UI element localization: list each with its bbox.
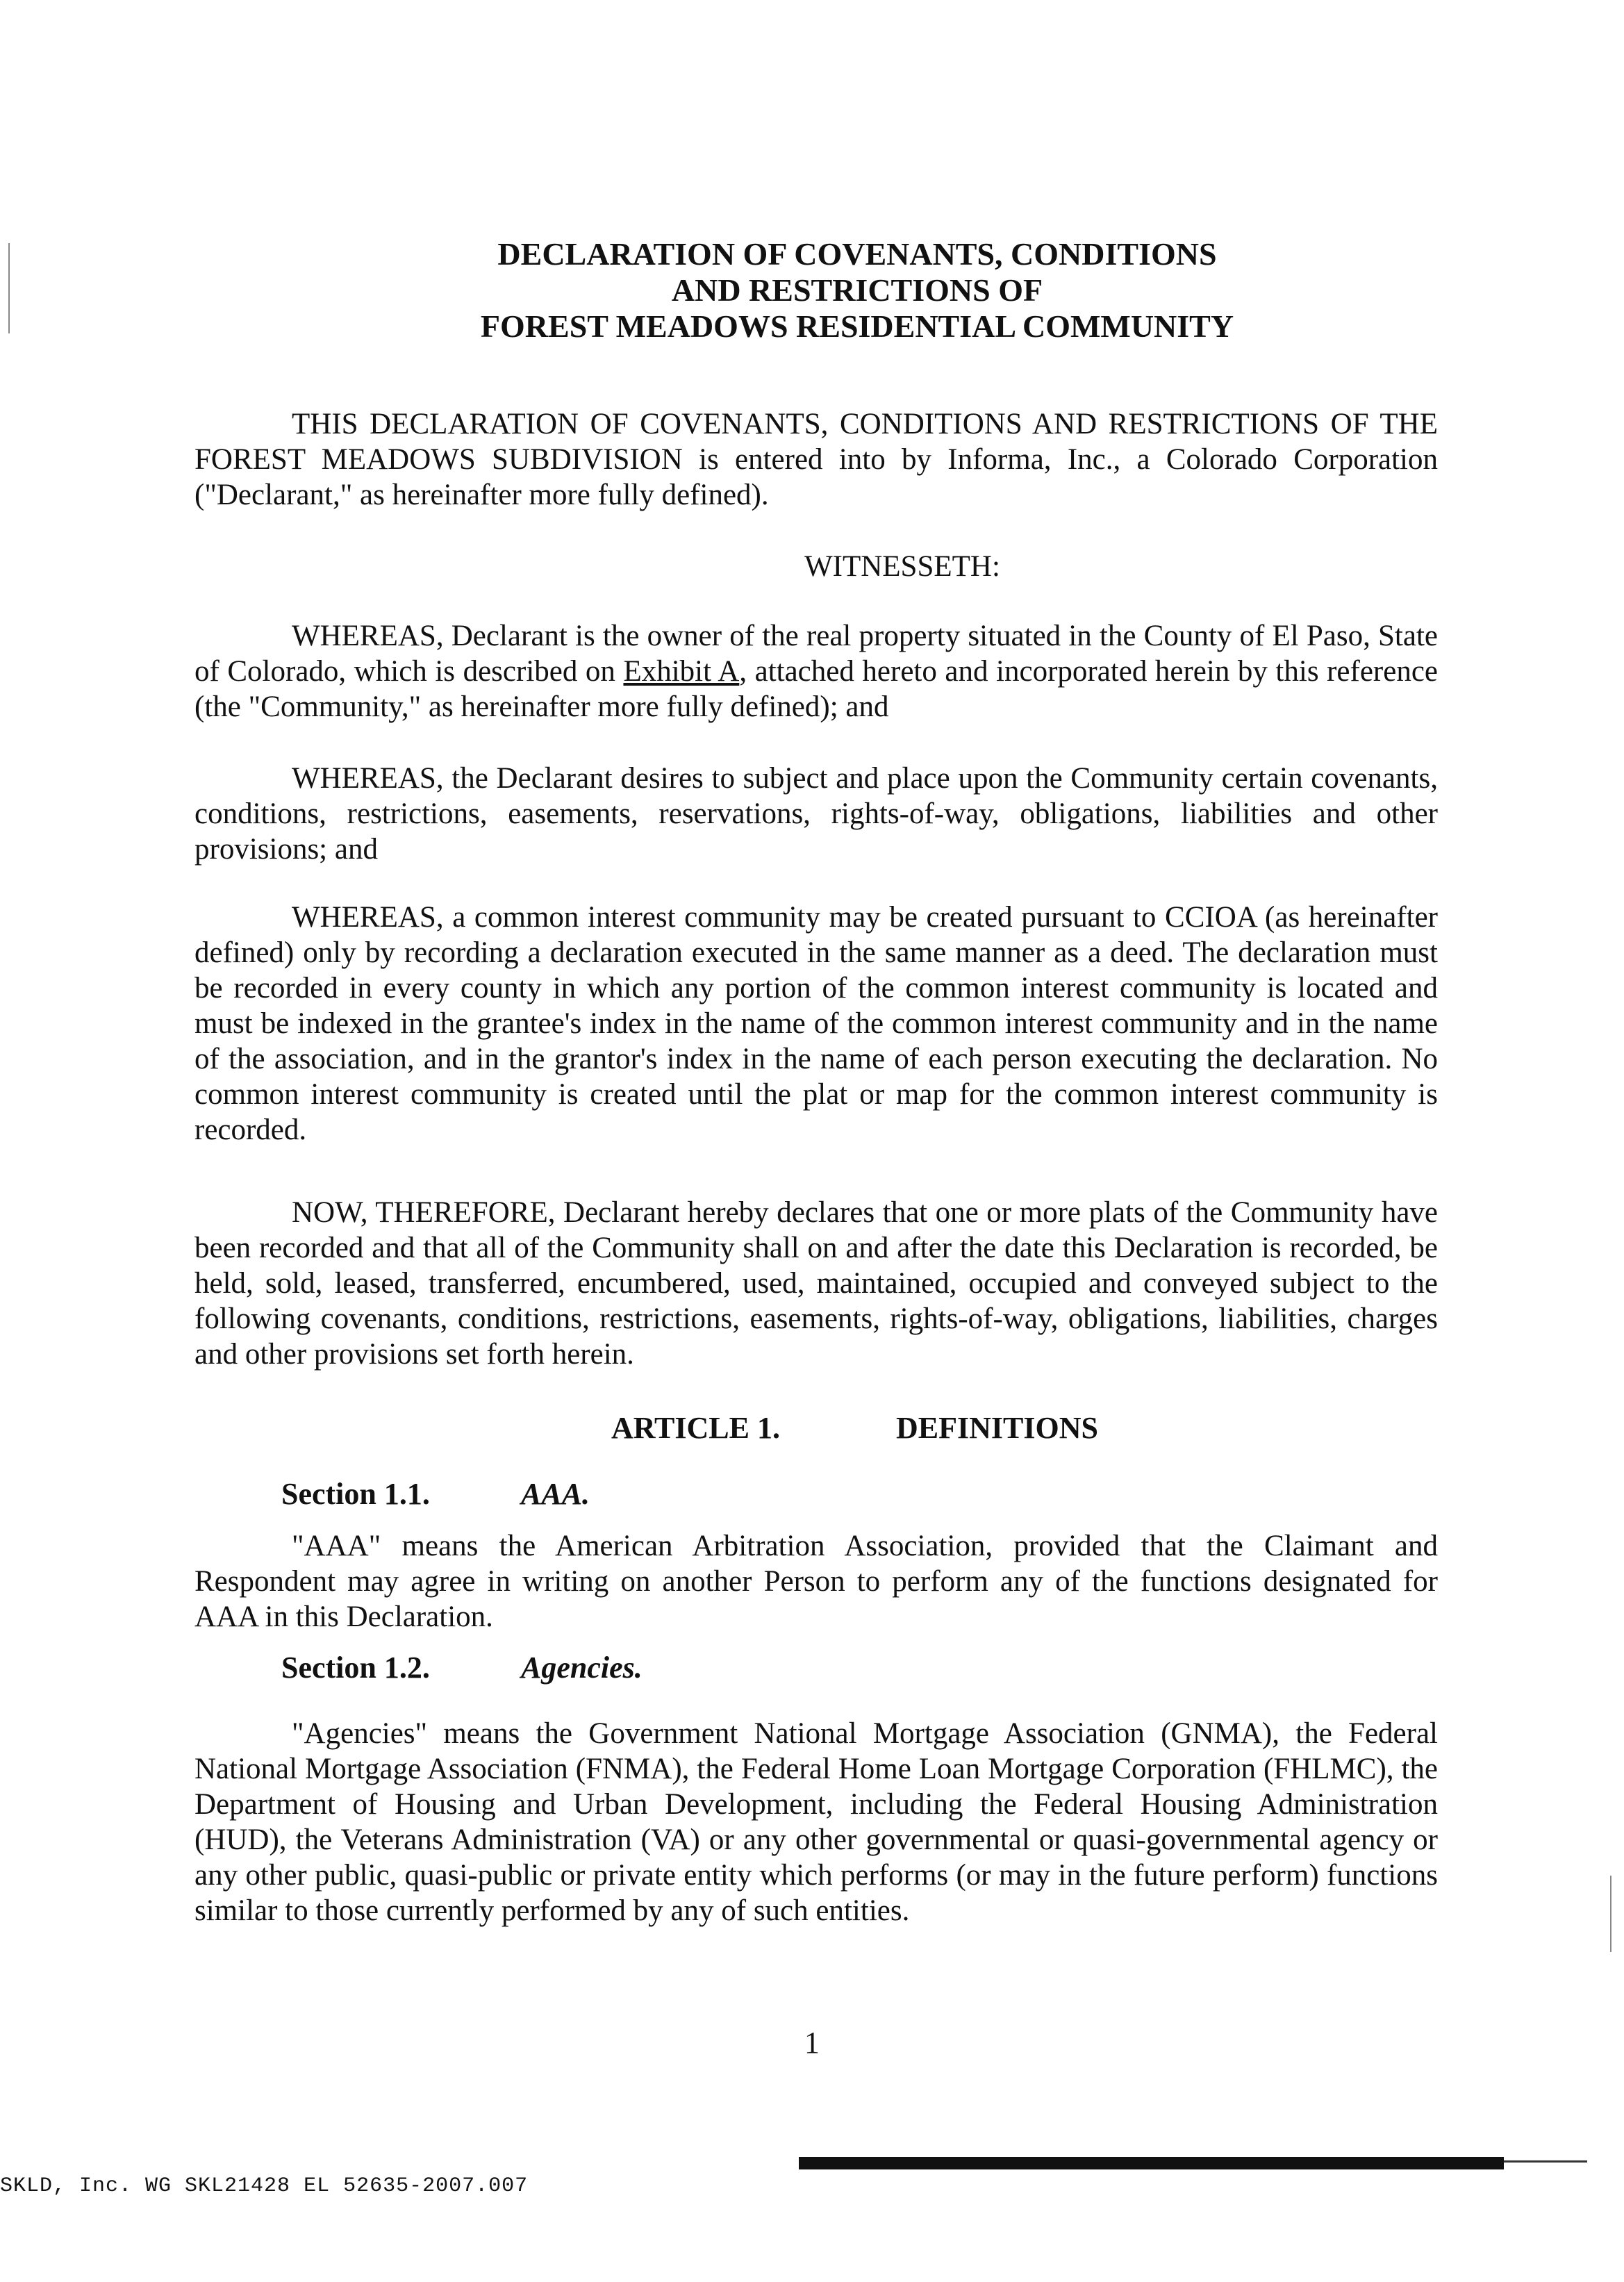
- article-number: ARTICLE 1.: [611, 1411, 780, 1445]
- section-1-2-heading: [281, 1650, 643, 1685]
- whereas-3-text: WHEREAS, a common interest community may be created pursuant to CCIOA (as hereinafter defined) only by recording a declaration executed in the same manner as a deed. The declaration must be recorded in every county in which any portion of the common interest community is located and must be indexed in the grantee's index in the name of the common interest community and in the name of the association, and in the grantor's index in the name of each person executing the declaration. No common interest community is created until the plat or map for the common interest community is recorded.: [194, 901, 1438, 1146]
- now-therefore-text: NOW, THEREFORE, Declarant hereby declares that one or more plats of the Community have been recorded and that all of the Community shall on and after the date this Declaration is recorded, be held, sold, leased, transferred, encumbered, used, maintained, occupied and conveyed subject to the following covenants, conditions, restrictions, easements, rights-of-way, obligations, liabilities, charges and other provisions set forth herein.: [194, 1196, 1438, 1371]
- section-1-2-name: Agencies.: [521, 1651, 643, 1685]
- footer-bar: [799, 2157, 1504, 2169]
- intro-text: THIS DECLARATION OF COVENANTS, CONDITIONS AND RESTRICTIONS OF THE FOREST MEADOWS SUBDIVISION is entered into by Informa, Inc., a Colorado Corporation ("Declarant," as hereinafter more fully defined).: [194, 408, 1438, 511]
- now-therefore-paragraph: [194, 1195, 1438, 1372]
- whereas-paragraph-1: [194, 618, 1438, 725]
- scan-edge-mark-left: [8, 243, 10, 333]
- section-1-1-paragraph: [194, 1528, 1438, 1635]
- scan-edge-mark-right: [1610, 1876, 1611, 1952]
- page-number: 1: [804, 2026, 820, 2060]
- title-line-2: AND RESTRICTIONS OF: [671, 272, 1043, 308]
- exhibit-a-reference: Exhibit A: [623, 655, 740, 688]
- witnesseth-heading: WITNESSETH:: [804, 550, 1000, 583]
- article-name: DEFINITIONS: [896, 1411, 1098, 1445]
- whereas-paragraph-3: [194, 900, 1438, 1148]
- whereas-2-text: WHEREAS, the Declarant desires to subject and place upon the Community certain covenants, conditions, restrictions, easements, reservations, rights-of-way, obligations, liabilities and other provisions; and: [194, 762, 1438, 866]
- title-line-3: FOREST MEADOWS RESIDENTIAL COMMUNITY: [480, 308, 1234, 344]
- section-1-1-heading: [281, 1476, 590, 1512]
- section-1-2-paragraph: [194, 1716, 1438, 1928]
- whereas-paragraph-2: [194, 761, 1438, 867]
- footer-line: [1504, 2160, 1587, 2163]
- document-title: [0, 236, 1624, 345]
- section-1-1-text: "AAA" means the American Arbitration Association, provided that the Claimant and Respondent may agree in writing on another Person to perform any of the functions designated for AAA in this Declaration.: [194, 1530, 1438, 1633]
- section-1-1-name: AAA.: [521, 1477, 590, 1511]
- title-line-1: DECLARATION OF COVENANTS, CONDITIONS: [497, 236, 1217, 272]
- whereas-1-after: , attached hereto and incorporated herein by this reference (the "Community," as hereinafter more fully defined); and: [194, 655, 1439, 723]
- intro-paragraph: [194, 406, 1438, 513]
- footer-document-code: SKLD, Inc. WG SKL21428 EL 52635-2007.007: [0, 2174, 529, 2198]
- section-1-2-number: Section 1.2.: [281, 1651, 430, 1685]
- section-1-1-number: Section 1.1.: [281, 1477, 430, 1511]
- section-1-2-text: "Agencies" means the Government National Mortgage Association (GNMA), the Federal National Mortgage Association (FNMA), the Federal Home Loan Mortgage Corporation (FHLMC), the Department of Housing and Urban Development, including the Federal Housing Administration (HUD), the Veterans Administration (VA) or any other governmental or quasi-governmental agency or any other public, quasi-public or private entity which performs (or may in the future perform) functions similar to those currently performed by any of such entities.: [194, 1717, 1438, 1927]
- whereas-1-before: WHEREAS, Declarant is the owner of the real property situated in the County of El Paso, State of Colorado, which is described on: [194, 620, 1438, 688]
